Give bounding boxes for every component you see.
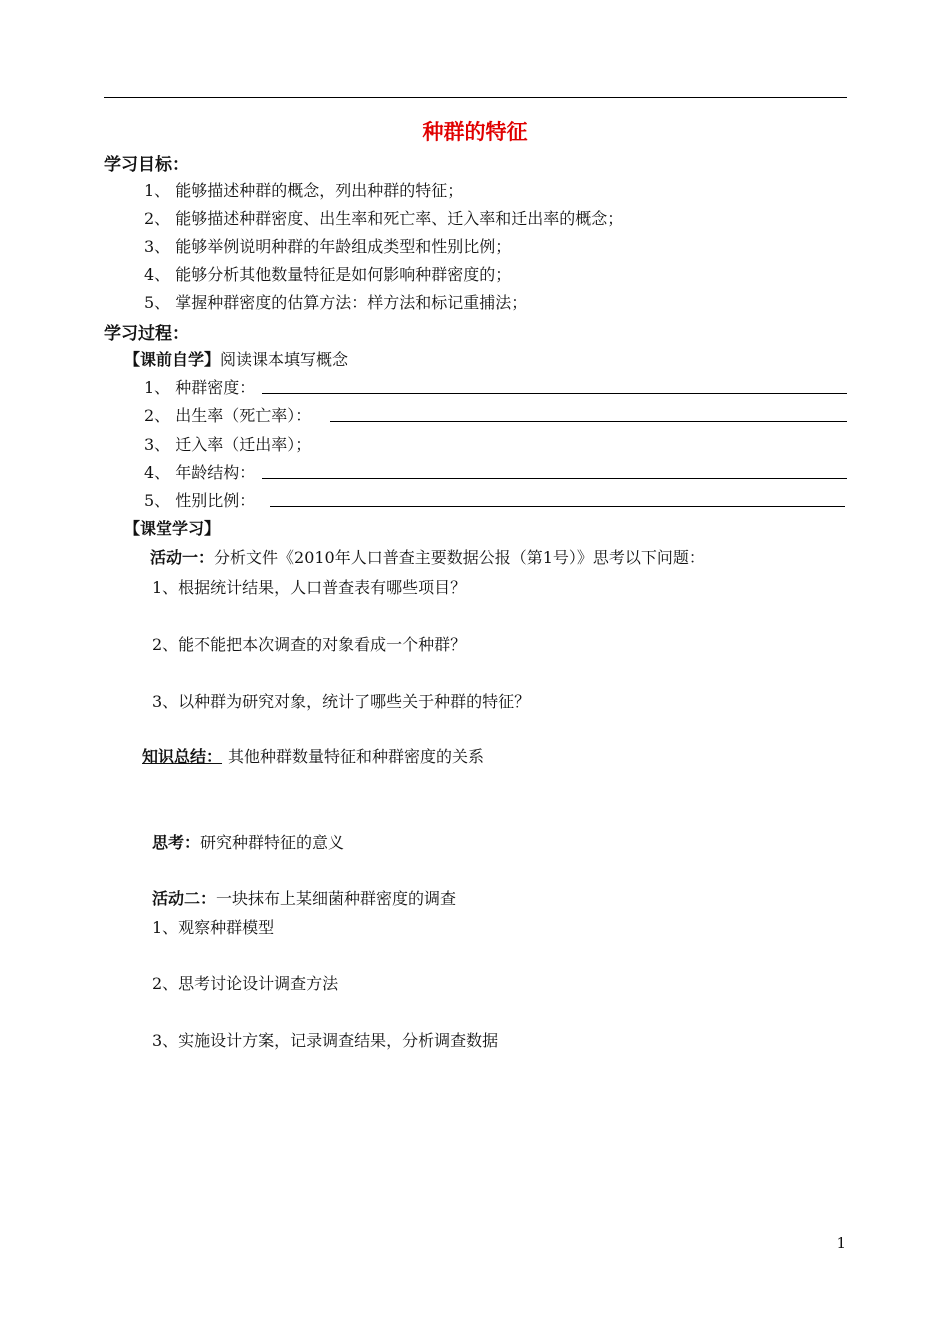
answer-blank[interactable] — [330, 421, 847, 422]
class-label: 【课堂学习】 — [124, 519, 221, 538]
activity2-step: 2、思考讨论设计调查方法 — [152, 974, 339, 993]
header-rule — [104, 97, 847, 98]
activity1-question: 2、能不能把本次调查的对象看成一个种群？ — [152, 635, 467, 654]
fill-item-birthrate: 2、 出生率（死亡率）： — [144, 406, 312, 425]
activity1-text: 分析文件《2010年人口普查主要数据公报（第1号）》思考以下问题： — [214, 548, 705, 567]
answer-blank[interactable] — [270, 506, 845, 507]
activity2-text: 一块抹布上某细菌种群密度的调查 — [216, 889, 457, 908]
think-line — [152, 830, 344, 853]
activity2-label: 活动二： — [152, 889, 217, 908]
objective-item: 3、 能够举例说明种群的年龄组成类型和性别比例； — [144, 237, 512, 256]
preclass-label: 【课前自学】 — [124, 350, 221, 369]
page-number: 1 — [836, 1234, 846, 1252]
fill-item-age-structure: 4、 年龄结构： — [144, 463, 256, 482]
page-title: 种群的特征 — [422, 120, 528, 144]
think-label: 思考： — [152, 833, 201, 852]
objectives-heading: 学习目标： — [104, 155, 189, 175]
activity1-question: 3、以种群为研究对象，统计了哪些关于种群的特征？ — [152, 692, 531, 711]
summary-text: 其他种群数量特征和种群密度的关系 — [228, 747, 485, 766]
activity1-line — [150, 545, 705, 568]
preclass-text: 阅读课本填写概念 — [220, 350, 349, 369]
activity1-label: 活动一： — [150, 548, 215, 567]
fill-item-sex-ratio: 5、 性别比例： — [144, 491, 256, 510]
think-text: 研究种群特征的意义 — [200, 833, 345, 852]
summary-line — [142, 744, 484, 767]
objective-item: 1、 能够描述种群的概念，列出种群的特征； — [144, 181, 464, 200]
activity2-step: 3、实施设计方案，记录调查结果，分析调查数据 — [152, 1031, 499, 1050]
preclass-line — [124, 347, 348, 370]
answer-blank[interactable] — [262, 393, 847, 394]
activity1-question: 1、根据统计结果，人口普查表有哪些项目？ — [152, 578, 467, 597]
process-heading: 学习过程： — [104, 324, 189, 344]
activity2-step: 1、观察种群模型 — [152, 918, 275, 937]
fill-item-immigration: 3、 迁入率（迁出率）； — [144, 435, 312, 454]
objective-item: 2、 能够描述种群密度、出生率和死亡率、迁入率和迁出率的概念； — [144, 209, 624, 228]
fill-item-density: 1、 种群密度： — [144, 378, 256, 397]
objective-item: 5、 掌握种群密度的估算方法：样方法和标记重捕法； — [144, 293, 528, 312]
objective-item: 4、 能够分析其他数量特征是如何影响种群密度的； — [144, 265, 512, 284]
summary-label: 知识总结： — [142, 747, 223, 766]
answer-blank[interactable] — [262, 478, 847, 479]
activity2-line — [152, 886, 456, 909]
